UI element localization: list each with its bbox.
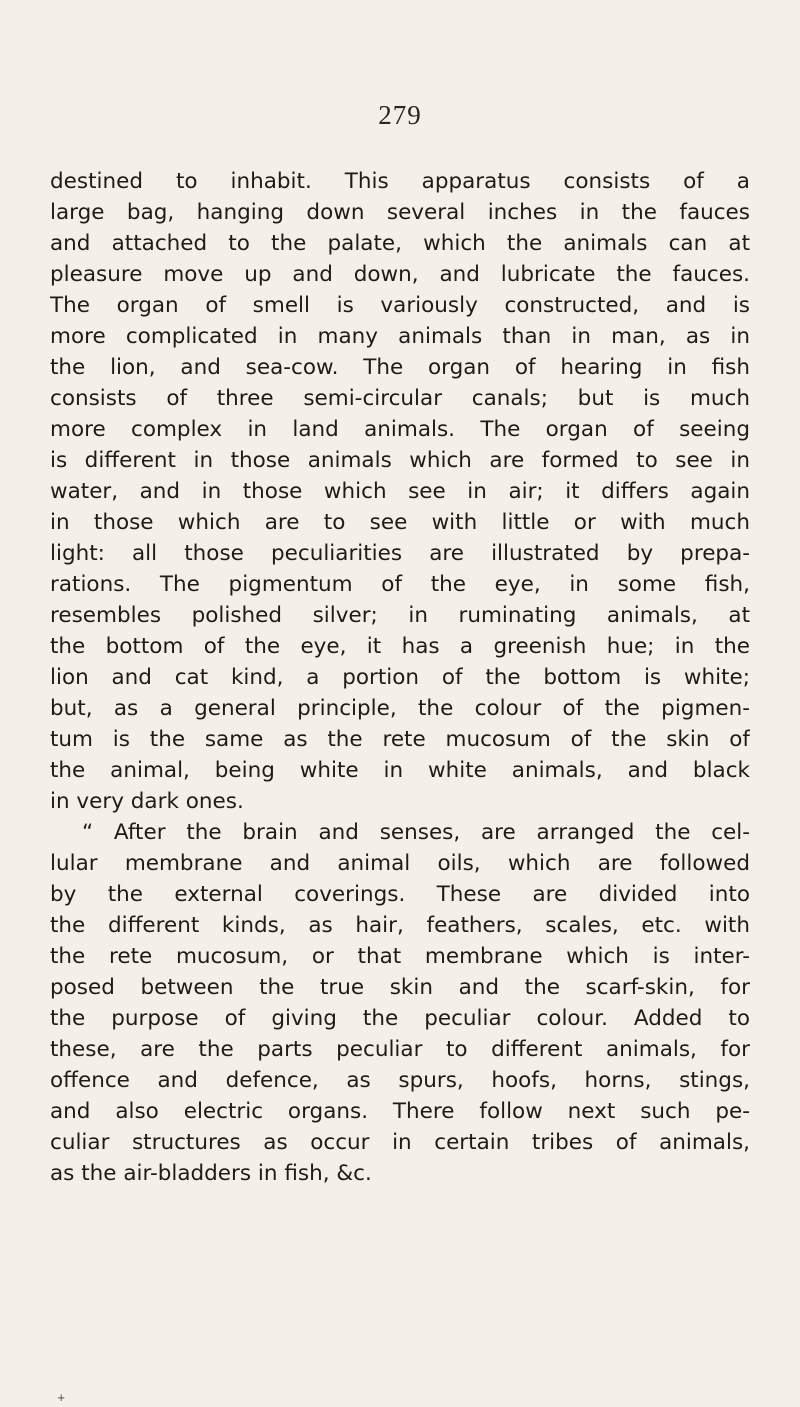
text-line: lular membrane and animal oils, which are followed: [50, 851, 750, 876]
text-line: large bag, hanging down several inches in the fauces: [50, 200, 750, 225]
body-text: [50, 166, 750, 1189]
text-line: the rete mucosum, or that membrane which is inter-: [50, 944, 750, 969]
text-line: tum is the same as the rete mucosum of the skin of: [50, 727, 750, 752]
text-line: but, as a general principle, the colour of the pigmen-: [50, 696, 750, 721]
text-line: the different kinds, as hair, feathers, scales, etc. with: [50, 913, 750, 938]
page-number: 279: [378, 100, 422, 130]
text-line: water, and in those which see in air; it differs again: [50, 479, 750, 504]
text-line: The organ of smell is variously constructed, and is: [50, 293, 750, 318]
text-line: the purpose of giving the peculiar colour. Added to: [50, 1006, 750, 1031]
text-line: posed between the true skin and the scarf-skin, for: [50, 975, 750, 1000]
text-line: offence and defence, as spurs, hoofs, horns, stings,: [50, 1068, 750, 1093]
text-line: resembles polished silver; in ruminating animals, at: [50, 603, 750, 628]
text-line: pleasure move up and down, and lubricate the fauces.: [50, 262, 750, 287]
text-line: by the external coverings. These are divided into: [50, 882, 750, 907]
text-line-paragraph-start: “ After the brain and senses, are arranged the cel-: [82, 820, 750, 845]
text-line: more complicated in many animals than in man, as in: [50, 324, 750, 349]
text-line: light: all those peculiarities are illustrated by prepa-: [50, 541, 750, 566]
text-line: consists of three semi-circular canals; but is much: [50, 386, 750, 411]
text-line: rations. The pigmentum of the eye, in some fish,: [50, 572, 750, 597]
printer-mark: +: [57, 1393, 66, 1404]
text-line: culiar structures as occur in certain tribes of animals,: [50, 1130, 750, 1155]
text-line: is different in those animals which are formed to see in: [50, 448, 750, 473]
text-line: the bottom of the eye, it has a greenish hue; in the: [50, 634, 750, 659]
text-line: the animal, being white in white animals, and black: [50, 758, 750, 783]
text-line: and attached to the palate, which the animals can at: [50, 231, 750, 256]
text-line: in those which are to see with little or with much: [50, 510, 750, 535]
text-line: lion and cat kind, a portion of the bottom is white;: [50, 665, 750, 690]
text-line: destined to inhabit. This apparatus consists of a: [50, 169, 750, 194]
text-line: and also electric organs. There follow next such pe-: [50, 1099, 750, 1124]
text-line: the lion, and sea-cow. The organ of hearing in fish: [50, 355, 750, 380]
text-line: as the air-bladders in fish, &c.: [50, 1161, 372, 1186]
text-line: more complex in land animals. The organ of seeing: [50, 417, 750, 442]
text-line: in very dark ones.: [50, 789, 244, 814]
text-line: these, are the parts peculiar to different animals, for: [50, 1037, 750, 1062]
